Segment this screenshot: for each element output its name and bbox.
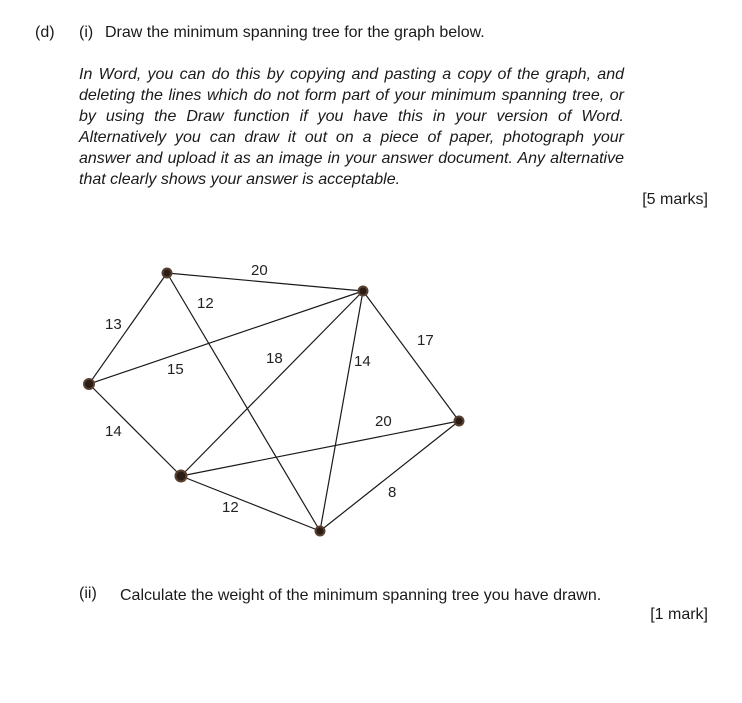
node-left bbox=[84, 379, 94, 389]
weight-label-left-top: 13 bbox=[105, 316, 122, 333]
node-top bbox=[163, 269, 172, 278]
edge-lower-left-upper-right bbox=[181, 291, 363, 476]
node-lower-left bbox=[176, 471, 187, 482]
question-part-label: (d) bbox=[35, 24, 55, 41]
weight-label-upper-right-bottom: 14 bbox=[354, 353, 371, 370]
weight-label-upper-right-right: 17 bbox=[417, 332, 434, 349]
weight-label-top-upper-right: 20 bbox=[251, 262, 268, 279]
node-right bbox=[455, 417, 464, 426]
edge-upper-right-bottom bbox=[320, 291, 363, 531]
node-bottom bbox=[316, 527, 325, 536]
weight-label-lower-left-upper-right: 18 bbox=[266, 350, 283, 367]
edge-left-lower-left bbox=[89, 384, 181, 476]
subquestion-ii-text: Calculate the weight of the minimum spanning tree you have drawn. bbox=[120, 587, 602, 604]
weight-label-right-bottom: 8 bbox=[388, 484, 397, 501]
weight-label-lower-left-right: 20 bbox=[375, 413, 392, 430]
subquestion-ii-label: (ii) bbox=[79, 585, 97, 602]
instructions-paragraph: In Word, you can do this by copying and pasting a copy of the graph, and deleting the lines which do not form part of your minimum spanning tree, or by using the Draw function if you have this in your version of Word. Alternatively you can draw it out on a piece of paper, photograph your answer and upload it as an image in your answer document. Any alternative that clearly shows your answer is acceptable. bbox=[79, 66, 624, 188]
weight-label-left-lower-left: 14 bbox=[105, 423, 122, 440]
edge-upper-right-right bbox=[363, 291, 459, 421]
weight-label-left-upper-right: 15 bbox=[167, 361, 184, 378]
edge-right-bottom bbox=[320, 421, 459, 531]
subquestion-ii-marks: [1 mark] bbox=[650, 606, 708, 623]
node-upper-right bbox=[359, 287, 368, 296]
subquestion-i-text: Draw the minimum spanning tree for the graph below. bbox=[105, 24, 485, 41]
edge-top-bottom bbox=[167, 273, 320, 531]
edge-left-upper-right bbox=[89, 291, 363, 384]
weight-label-top-bottom: 12 bbox=[197, 295, 214, 312]
subquestion-i-label: (i) bbox=[79, 24, 94, 41]
edge-lower-left-right bbox=[181, 421, 459, 476]
subquestion-i-marks: [5 marks] bbox=[642, 191, 708, 208]
edge-lower-left-bottom bbox=[181, 476, 320, 531]
edge-left-top bbox=[89, 273, 167, 384]
weight-label-lower-left-bottom: 12 bbox=[222, 499, 239, 516]
